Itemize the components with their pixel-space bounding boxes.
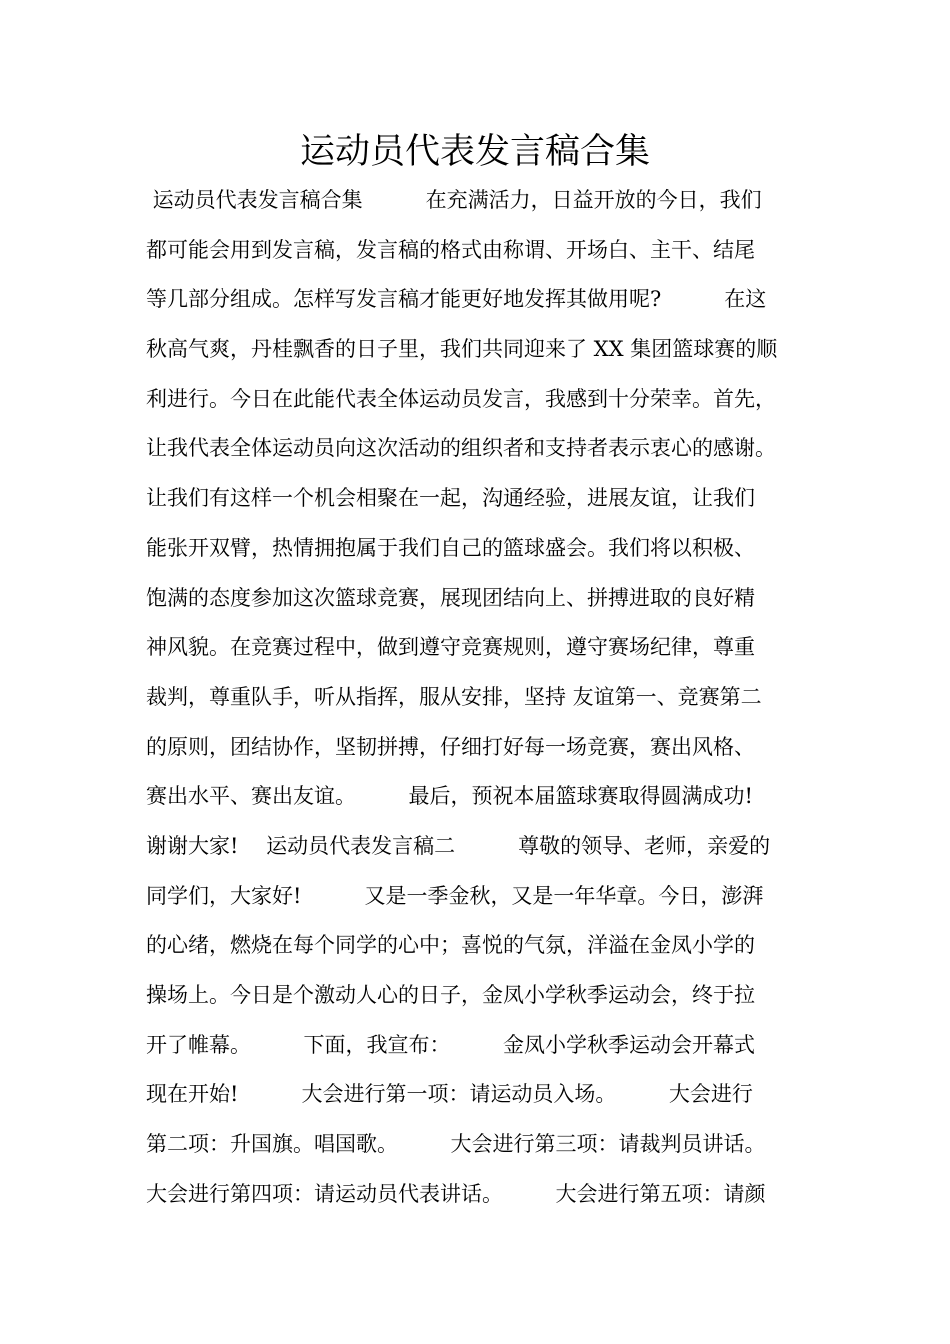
body-line: 的原则，团结协作，坚韧拼搏，仔细打好每一场竞赛，赛出风格、 bbox=[146, 734, 755, 759]
body-line: 操场上。今日是个激动人心的日子，金凤小学秋季运动会，终于拉 bbox=[146, 983, 755, 1007]
body-line: 运动员代表发言稿合集 在充满活力，日益开放的今日，我们 bbox=[146, 188, 762, 212]
body-line: 同学们，大家好! 又是一季金秋，又是一年华章。今日，澎湃 bbox=[146, 883, 764, 908]
body-line: 饱满的态度参加这次篮球竞赛，展现团结向上、拼搏进取的良好精 bbox=[146, 585, 755, 610]
body-line: 现在开始! 大会进行第一项：请运动员入场。 大会进行 bbox=[146, 1082, 753, 1107]
body-line: 开了帷幕。 下面，我宣布： 金凤小学秋季运动会开幕式 bbox=[146, 1032, 755, 1057]
body-line: 让我们有这样一个机会相聚在一起，沟通经验，进展友谊，让我们 bbox=[146, 486, 755, 511]
body-line: 让我代表全体运动员向这次活动的组织者和支持者表示衷心的感谢。 bbox=[146, 436, 776, 461]
document-title: 运动员代表发言稿合集 bbox=[299, 132, 650, 172]
body-line: 神风貌。在竞赛过程中，做到遵守竞赛规则，遵守赛场纪律，尊重 bbox=[146, 635, 755, 660]
body-line: 裁判，尊重队手，听从指挥，服从安排，坚持 友谊第一、竞赛第二 bbox=[146, 684, 762, 709]
body-line: 大会进行第四项：请运动员代表讲话。 大会进行第五项：请颜 bbox=[146, 1181, 766, 1206]
document-body bbox=[146, 180, 846, 1223]
body-line: 能张开双臂，热情拥抱属于我们自己的篮球盛会。我们将以积极、 bbox=[146, 535, 755, 560]
body-line: 秋高气爽，丹桂飘香的日子里，我们共同迎来了 XX 集团篮球赛的顺 bbox=[146, 337, 778, 362]
body-line: 利进行。今日在此能代表全体运动员发言，我感到十分荣幸。首先， bbox=[146, 386, 776, 411]
body-line: 等几部分组成。怎样写发言稿才能更好地发挥其做用呢? 在这 bbox=[146, 287, 767, 312]
body-line: 都可能会用到发言稿，发言稿的格式由称谓、开场白、主干、结尾 bbox=[146, 237, 755, 262]
body-line: 赛出水平、赛出友谊。 最后，预祝本届篮球赛取得圆满成功! bbox=[146, 784, 753, 809]
body-line: 的心绪，燃烧在每个同学的心中；喜悦的气氛，洋溢在金凤小学的 bbox=[146, 933, 755, 958]
body-line: 第二项：升国旗。唱国歌。 大会进行第三项：请裁判员讲话。 bbox=[146, 1132, 766, 1157]
body-line: 谢谢大家! 运动员代表发言稿二 尊敬的领导、老师，亲爱的 bbox=[146, 833, 771, 858]
